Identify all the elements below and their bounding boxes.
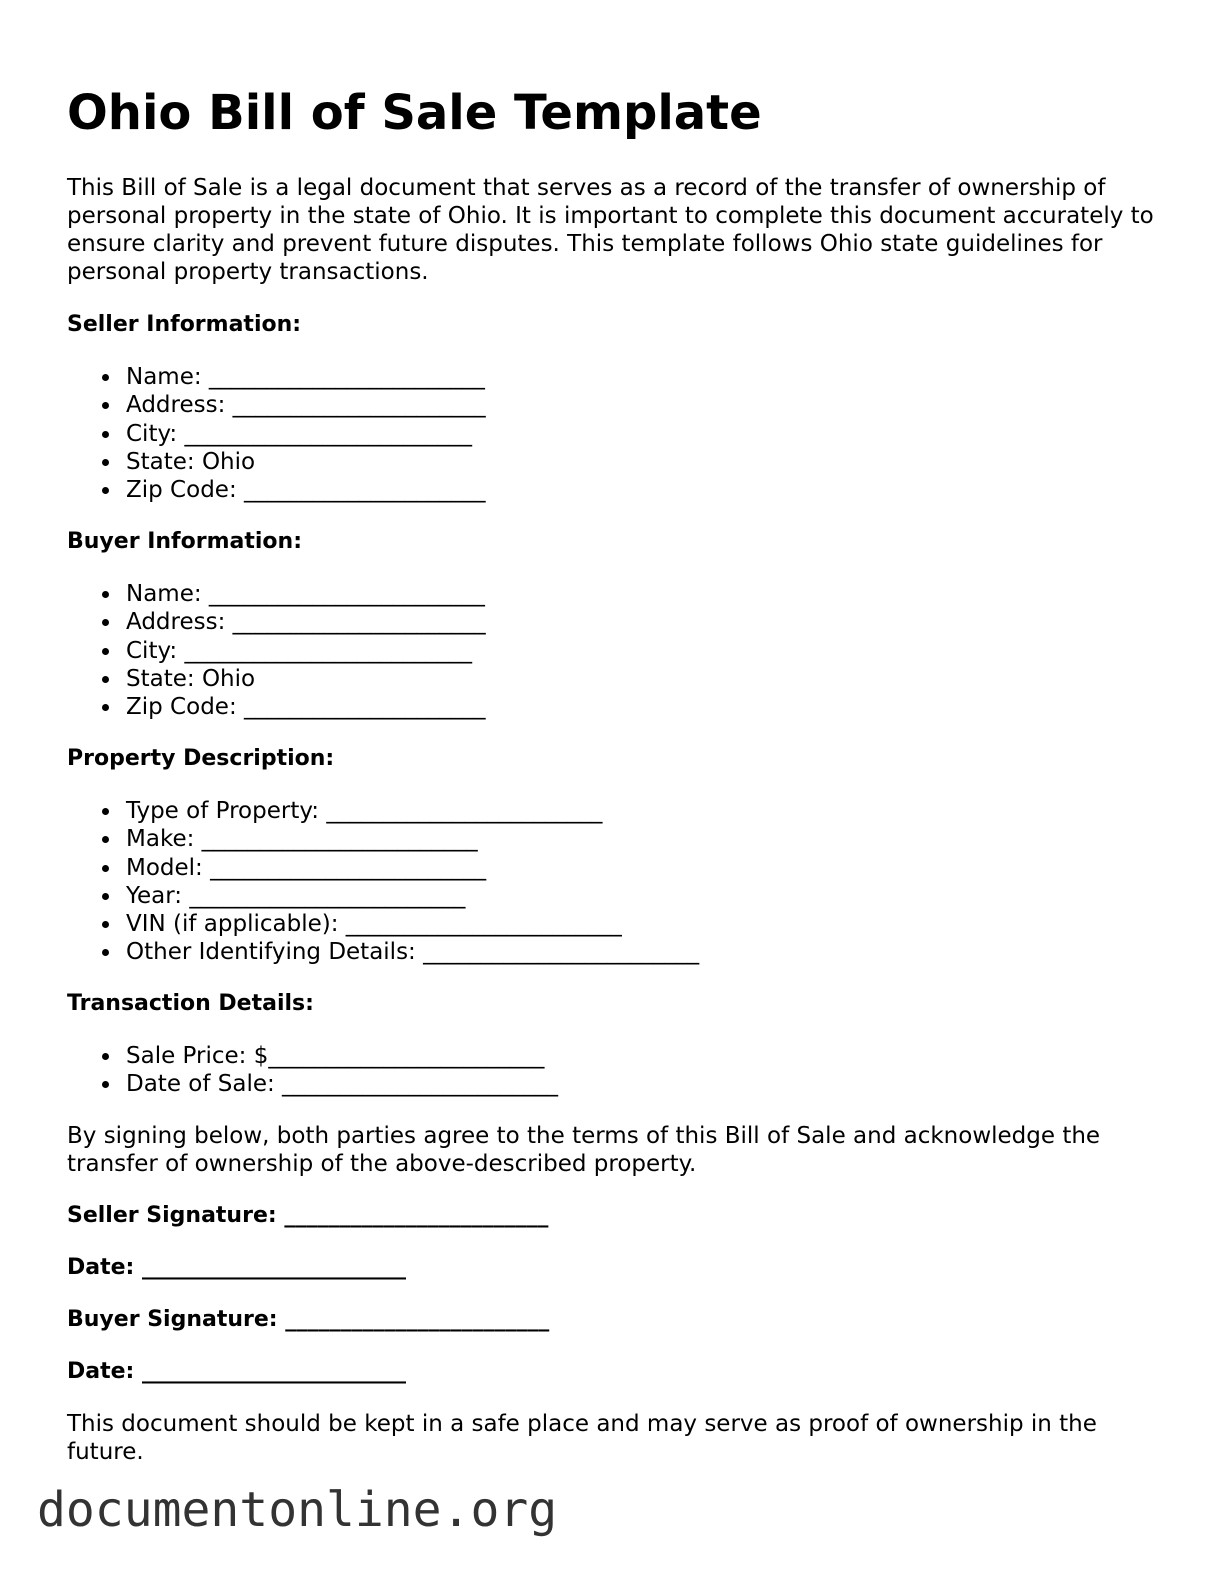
transaction-fields bbox=[67, 1042, 558, 1099]
buyer-city-field: City: _________________________ bbox=[67, 637, 486, 665]
seller-name-field: Name: ________________________ bbox=[67, 363, 486, 391]
intro-paragraph: This Bill of Sale is a legal document that serves as a record of the transfer of ownership of personal property in the state of Ohio. It is important to complete this document accurately to ensure clarity and prevent future disputes. This template follows Ohio state guidelines for personal property transactions. bbox=[67, 175, 1154, 285]
property-vin-field: VIN (if applicable): ________________________ bbox=[67, 910, 699, 938]
seller-heading: Seller Information: bbox=[67, 312, 302, 337]
buyer-signature-line: Buyer Signature: ________________________ bbox=[67, 1307, 550, 1332]
property-fields bbox=[67, 797, 699, 967]
seller-signature-line: Seller Signature: ________________________ bbox=[67, 1203, 549, 1228]
agreement-paragraph: By signing below, both parties agree to the terms of this Bill of Sale and acknowledge the transfer of ownership of the above-described property. bbox=[67, 1123, 1101, 1177]
buyer-date-line: Date: ________________________ bbox=[67, 1359, 407, 1384]
seller-zip-field: Zip Code: _____________________ bbox=[67, 476, 486, 504]
seller-fields bbox=[67, 363, 486, 504]
site-watermark: documentonline.org bbox=[37, 1482, 558, 1538]
seller-address-field: Address: ______________________ bbox=[67, 391, 486, 419]
buyer-address-field: Address: ______________________ bbox=[67, 608, 486, 636]
seller-date-line: Date: ________________________ bbox=[67, 1255, 407, 1280]
closing-paragraph: This document should be kept in a safe place and may serve as proof of ownership in the future. bbox=[67, 1411, 1097, 1465]
date-of-sale-field: Date of Sale: ________________________ bbox=[67, 1070, 558, 1098]
buyer-state-field: State: Ohio bbox=[67, 665, 486, 693]
property-make-field: Make: ________________________ bbox=[67, 825, 699, 853]
property-other-details-field: Other Identifying Details: ________________________ bbox=[67, 938, 699, 966]
buyer-fields bbox=[67, 580, 486, 721]
property-type-field: Type of Property: ________________________ bbox=[67, 797, 699, 825]
property-year-field: Year: ________________________ bbox=[67, 882, 699, 910]
transaction-heading: Transaction Details: bbox=[67, 991, 314, 1016]
property-model-field: Model: ________________________ bbox=[67, 854, 699, 882]
buyer-heading: Buyer Information: bbox=[67, 529, 302, 554]
buyer-zip-field: Zip Code: _____________________ bbox=[67, 693, 486, 721]
seller-city-field: City: _________________________ bbox=[67, 420, 486, 448]
buyer-name-field: Name: ________________________ bbox=[67, 580, 486, 608]
seller-state-field: State: Ohio bbox=[67, 448, 486, 476]
page-title: Ohio Bill of Sale Template bbox=[67, 85, 762, 141]
property-heading: Property Description: bbox=[67, 746, 335, 771]
sale-price-field: Sale Price: $________________________ bbox=[67, 1042, 558, 1070]
